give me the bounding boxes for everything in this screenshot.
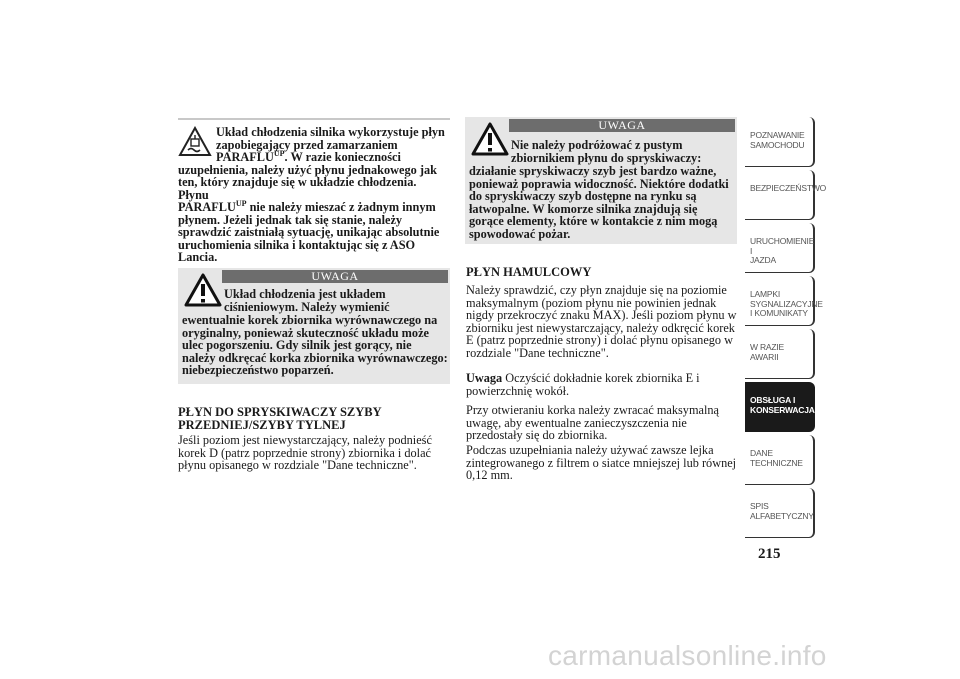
chapter-tab-label: [750, 131, 805, 150]
washer-fluid-heading: PŁYN DO SPRYSKIWACZY SZYBY PRZEDNIEJ/SZYBY TYLNEJ: [178, 405, 382, 432]
washer-warning: [465, 117, 737, 244]
chapter-tab-line: KONSERWACJA: [750, 404, 815, 415]
note-rule: [178, 118, 450, 120]
chapter-tab-line: URUCHOMIENIE I: [750, 236, 815, 256]
warning-lead: Układ chłodzenia jest układem ciśnieniowym. Należy wymienić: [224, 287, 390, 314]
chapter-tab-label: [750, 396, 815, 415]
chapter-tab[interactable]: [745, 435, 815, 485]
chapter-tab-line: W RAZIE AWARII: [750, 342, 785, 362]
washer-fluid-text: Jeśli poziom jest niewystarczający, należy podnieść korek D (patrz poprzednie strony) zbiornika i dolać płynu opisanego w rozdziale "Dane techniczne".: [178, 433, 432, 472]
chapter-tab-line: SAMOCHODU: [750, 139, 805, 150]
warning-body: działanie spryskiwaczy szyb jest bardzo ważne, ponieważ poprawia widoczność. Niektóre dodatki do spryskiwaczy szyb dostępne na rynku są łatwopalne. W komorze silnika znajdują się gorące elementy, które w kontakcie z nim mogą spowodować pożar.: [469, 164, 729, 241]
brake-fluid-p3: Przy otwieraniu korka należy zwracać maksymalną uwagę, aby ewentualne zanieczyszczenia nie przedostały się do zbiornika.: [466, 403, 719, 442]
chapter-tab[interactable]: [745, 117, 815, 167]
chapter-tab[interactable]: [745, 329, 815, 379]
chapter-tab-label: [750, 343, 813, 362]
brake-fluid-heading: PŁYN HAMULCOWY: [466, 265, 592, 279]
chapter-tab-line: SYGNALIZACYJNE: [750, 298, 823, 309]
brake-fluid-p1: Należy sprawdzić, czy płyn znajduje się na poziomie maksymalnym (poziom płynu nie powinien jednak nigdy przekroczyć znaku MAX). Jeśli poziom płynu w zbiorniku jest niewystarczający, należy odkręcić korek E (patrz poprzednie strony) i dolać płynu opisanego w rozdziale "Dane techniczne".: [466, 283, 737, 360]
warning-lead: Nie należy podróżować z pustym zbiornikiem płynu do spryskiwaczy:: [511, 138, 702, 165]
chapter-tab[interactable]: [745, 488, 815, 538]
warning-triangle-icon: [184, 272, 222, 308]
warning-triangle-icon: [471, 121, 509, 157]
page-number: 215: [758, 546, 781, 562]
chapter-tab[interactable]: [745, 223, 815, 273]
chapter-tab-line: TECHNICZNE: [750, 457, 803, 468]
chapter-tab-line: POZNAWANIE: [750, 130, 805, 140]
chapter-tab[interactable]: [745, 276, 823, 326]
warning-header: UWAGA: [222, 270, 448, 283]
coolant-pressure-warning: [178, 268, 450, 384]
chapter-tab-line: SPIS: [750, 501, 769, 511]
watermark: carmanualsonline.info: [548, 640, 827, 671]
chapter-tab-label: [750, 237, 814, 266]
coolant-note-lead: Układ chłodzenia silnika wykorzystuje płyn zapobiegający przed zamarzaniem $PARAFLU^{UP}$. W razie konieczności: [216, 125, 445, 164]
chapter-tab[interactable]: [745, 382, 815, 432]
coolant-hazard-icon: [178, 126, 212, 158]
chapter-tab-label: [750, 184, 826, 194]
brake-fluid-p4: Podczas uzupełniania należy używać zawsze lejka zintegrowanego z filtrem o siatce mniejszej lub równej 0,12 mm.: [466, 443, 737, 482]
chapter-tab-label: [750, 502, 814, 521]
chapter-tab-label: [750, 290, 823, 319]
chapter-tab-line: JAZDA: [750, 255, 776, 265]
chapter-tab[interactable]: [745, 170, 827, 220]
warning-body: ewentualnie korek zbiornika wyrównawczego na oryginalny, ponieważ skuteczność układu może ulec pogorszeniu. Gdy silnik jest gorący, nie należy odkręcać korka zbiornika wyrównawczego: niebezpieczeństwo poparzeń.: [182, 313, 448, 377]
coolant-note: [178, 118, 450, 264]
chapter-tab-label: [750, 449, 803, 468]
coolant-note-body: uzupełnienia, należy użyć płynu jednakowego jak ten, który znajduje się w układzie chłodzenia. Płynu $PARAFLU^{UP}$ nie należy mieszać z żadnym innym płynem. Jeżeli jednak tak się stanie, należy sprawdzić zaistniałą sytuację, unikając absolutnie uruchomienia silnika i kontaktując się z ASO Lancia.: [178, 162, 440, 264]
chapter-tab-line: OBSŁUGA I: [750, 395, 796, 405]
warning-header: UWAGA: [509, 119, 735, 132]
chapter-tab-line: BEZPIECZEŃSTWO: [750, 183, 827, 193]
chapter-tab-line: LAMPKI: [750, 289, 780, 299]
chapter-tab-line: DANE: [750, 448, 773, 458]
brake-fluid-note: Uwaga Oczyścić dokładnie korek zbiornika E i powierzchnię wokół.: [466, 371, 700, 398]
chapter-tab-line: I KOMUNIKATY: [750, 308, 808, 318]
chapter-tab-line: ALFABETYCZNY: [750, 510, 814, 521]
